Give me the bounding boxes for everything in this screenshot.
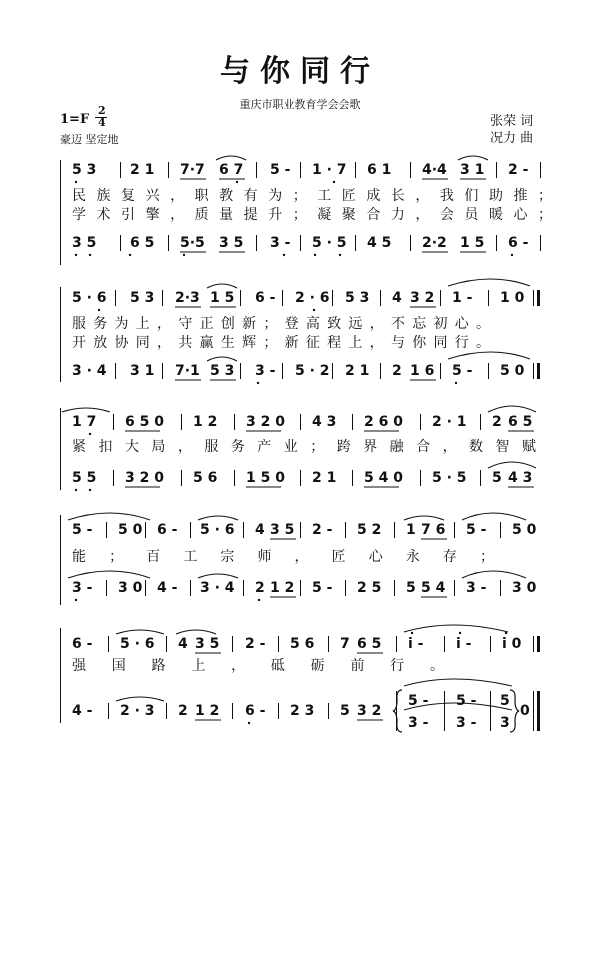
measure-notes: 5·5 bbox=[180, 235, 205, 251]
measure-notes: 3 - bbox=[270, 235, 291, 251]
lyric-character: ， bbox=[157, 316, 172, 332]
lyric-character: 我 bbox=[439, 188, 454, 204]
measure-notes: 5 · 5 bbox=[312, 235, 347, 251]
lyric-character: 上 bbox=[191, 658, 206, 674]
measure-notes: 4 - bbox=[157, 580, 178, 596]
octave-dot bbox=[75, 599, 77, 601]
measure-notes: 1 7 bbox=[72, 414, 97, 430]
measure-notes: 5 bbox=[406, 580, 416, 596]
measure-notes: 6 5 bbox=[357, 636, 382, 652]
octave-dot bbox=[258, 599, 260, 601]
measure-notes: 6 - bbox=[245, 703, 266, 719]
lyric-character: 守 bbox=[178, 316, 193, 332]
lyric-character: 你 bbox=[412, 335, 427, 351]
measure-notes: 2 1 bbox=[312, 470, 337, 486]
lyric-character: ； bbox=[538, 207, 552, 223]
lyric-character: 质 bbox=[194, 207, 209, 223]
measure-notes: 5 - bbox=[72, 522, 93, 538]
measure-notes: 4 5 bbox=[367, 235, 392, 251]
lyric-character: 上 bbox=[135, 316, 150, 332]
tie-mark bbox=[68, 513, 150, 520]
lyric-character: 国 bbox=[111, 658, 126, 674]
lyric-character: 能 bbox=[72, 549, 86, 565]
measure-notes: 5 0 bbox=[500, 363, 525, 379]
measure-notes: 5 · 6 bbox=[72, 290, 107, 306]
lyric-character: 力 bbox=[390, 207, 405, 223]
lyric-character: 放 bbox=[93, 335, 108, 351]
measure-notes: 3 2 0 bbox=[246, 414, 285, 430]
slur-mark bbox=[116, 697, 164, 701]
octave-dot bbox=[183, 254, 185, 256]
measure-notes: 1 6 bbox=[410, 363, 435, 379]
measure-notes: 3 5 bbox=[72, 235, 97, 251]
lyric-character: 紧 bbox=[72, 439, 86, 455]
measure-notes: 1 2 bbox=[270, 580, 295, 596]
measure-notes: 2 bbox=[492, 414, 502, 430]
measure-notes: 4·4 bbox=[422, 162, 447, 178]
measure-notes: 3 · 4 bbox=[200, 580, 235, 596]
octave-dot bbox=[89, 433, 91, 435]
measure-notes: 5 · 2 bbox=[295, 363, 330, 379]
lyric-character: 升 bbox=[268, 207, 283, 223]
lyric-character: 前 bbox=[350, 658, 365, 674]
lyric-character: 族 bbox=[96, 188, 111, 204]
lyric-character: 引 bbox=[121, 207, 136, 223]
lyric-character: 凝 bbox=[317, 207, 332, 223]
lyric-character: 工 bbox=[183, 549, 198, 565]
lyric-character: ， bbox=[294, 549, 309, 565]
measure-notes: 3 2 bbox=[357, 703, 382, 719]
lyric-character: 不 bbox=[390, 316, 405, 332]
octave-dot-high bbox=[459, 632, 461, 634]
octave-dot bbox=[257, 382, 259, 384]
measure-notes: 2 1 bbox=[345, 363, 370, 379]
lyric-character: 聚 bbox=[341, 207, 356, 223]
song-title: 与你同行 bbox=[220, 54, 380, 89]
lyric-character: ， bbox=[170, 188, 185, 204]
measure-notes: 3 - bbox=[466, 580, 487, 596]
slur-mark bbox=[198, 574, 238, 578]
lyric-character: 兴 bbox=[145, 188, 160, 204]
measure-notes: 4 3 bbox=[508, 470, 533, 486]
lyric-character: 辉 bbox=[242, 335, 257, 351]
measure-notes: 5 bbox=[340, 703, 350, 719]
measure-notes: 5 4 bbox=[421, 580, 446, 596]
measure-notes: 5 3 bbox=[130, 290, 155, 306]
composer-credit: 况力 曲 bbox=[490, 131, 534, 146]
measure-notes: 7 6 bbox=[421, 522, 446, 538]
lyric-character: 们 bbox=[464, 188, 479, 204]
lyric-character: 务 bbox=[93, 316, 108, 332]
measure-notes: 5 3 bbox=[345, 290, 370, 306]
measure-notes: 5 0 bbox=[118, 522, 143, 538]
measure-notes: 2·2 bbox=[422, 235, 447, 251]
lyric-character: 匠 bbox=[331, 549, 346, 565]
measure-notes-divisi-upper: 5 bbox=[500, 693, 510, 709]
measure-notes: 4 3 bbox=[312, 414, 337, 430]
slur-mark bbox=[488, 406, 536, 412]
measure-notes: 1 2 bbox=[195, 703, 220, 719]
lyric-character: 创 bbox=[220, 316, 235, 332]
octave-dot bbox=[75, 181, 77, 183]
measure-notes: 3 - bbox=[72, 580, 93, 596]
measure-notes: 1 2 bbox=[193, 414, 218, 430]
lyric-character: ， bbox=[415, 188, 430, 204]
lyric-character: 提 bbox=[243, 207, 258, 223]
tie-mark bbox=[448, 352, 530, 359]
lyric-character: 忘 bbox=[412, 316, 427, 332]
lyric-character: 同 bbox=[433, 335, 448, 351]
measure-notes: 5 5 bbox=[72, 470, 97, 486]
lyric-character: 员 bbox=[464, 207, 479, 223]
measure-notes: 7·1 bbox=[175, 363, 200, 379]
octave-dot bbox=[89, 489, 91, 491]
lyric-character: ； bbox=[292, 207, 307, 223]
octave-dot bbox=[75, 254, 77, 256]
measure-notes: 2 6 0 bbox=[364, 414, 403, 430]
lyric-character: 百 bbox=[146, 549, 161, 565]
measure-notes: 3 2 bbox=[410, 290, 435, 306]
measure-notes: 1 - bbox=[452, 290, 473, 306]
measure-notes: 5 · 6 bbox=[200, 522, 235, 538]
measure-notes: 5 0 bbox=[512, 522, 537, 538]
measure-notes-divisi-lower: 3 - bbox=[408, 715, 429, 731]
measure-notes: 2 · 1 bbox=[432, 414, 467, 430]
key-signature: 1=F bbox=[60, 112, 90, 127]
time-signature-top: 2 bbox=[98, 104, 106, 117]
lyric-character: 宗 bbox=[220, 549, 235, 565]
lyric-character: 大 bbox=[124, 439, 139, 455]
measure-notes: 5 6 bbox=[193, 470, 218, 486]
lyric-character: 砥 bbox=[270, 658, 285, 674]
measure-notes: 5 - bbox=[466, 522, 487, 538]
measure-notes: 6 5 0 bbox=[125, 414, 164, 430]
divisi-brace bbox=[393, 690, 519, 732]
measure-notes: 6 - bbox=[72, 636, 93, 652]
measure-notes-divisi-lower: 3 bbox=[500, 715, 510, 731]
slur-mark bbox=[116, 630, 164, 634]
lyric-character: 暖 bbox=[488, 207, 503, 223]
lyric-character: 初 bbox=[433, 316, 448, 332]
slur-mark bbox=[404, 516, 444, 520]
measure-notes: 3 - bbox=[255, 363, 276, 379]
slur-mark bbox=[207, 357, 237, 361]
slur-mark bbox=[488, 462, 536, 468]
measure-notes: 1 5 bbox=[210, 290, 235, 306]
lyric-character: 。 bbox=[476, 335, 490, 351]
lyric-character: ； bbox=[263, 335, 278, 351]
tie-mark bbox=[68, 571, 150, 578]
lyric-character: ； bbox=[292, 188, 307, 204]
measure-notes: 2 bbox=[392, 363, 402, 379]
measure-notes: 4 - bbox=[72, 703, 93, 719]
lyric-character: 服 bbox=[72, 316, 86, 332]
lyric-character: 正 bbox=[199, 316, 214, 332]
lyric-character: ， bbox=[369, 316, 384, 332]
lyric-character: 。 bbox=[430, 658, 444, 674]
lyric-character: 新 bbox=[242, 316, 257, 332]
measure-notes: 5 2 bbox=[357, 522, 382, 538]
lyric-character: 永 bbox=[405, 549, 420, 565]
lyric-character: 擎 bbox=[145, 207, 160, 223]
measure-notes: 3 1 bbox=[460, 162, 485, 178]
lyric-character: ， bbox=[170, 207, 185, 223]
octave-dot bbox=[313, 309, 315, 311]
measure-notes: 6 - bbox=[157, 522, 178, 538]
octave-dot bbox=[89, 254, 91, 256]
measure-notes: 5 - bbox=[270, 162, 291, 178]
lyricist-credit: 张荣 词 bbox=[490, 114, 534, 129]
measure-notes: 6 7 bbox=[219, 162, 244, 178]
lyric-character: 融 bbox=[389, 439, 404, 455]
measure-notes: 5 3 bbox=[210, 363, 235, 379]
measure-notes: 1 0 bbox=[500, 290, 525, 306]
lyric-character: 同 bbox=[135, 335, 150, 351]
lyric-character: 生 bbox=[220, 335, 235, 351]
lyric-character: 跨 bbox=[336, 439, 351, 455]
lyric-character: ； bbox=[480, 549, 494, 565]
measure-notes: 5 - bbox=[312, 580, 333, 596]
lyric-character: 存 bbox=[442, 549, 457, 565]
measure-notes: 3 5 bbox=[219, 235, 244, 251]
lyric-character: ； bbox=[310, 439, 325, 455]
measure-notes: 3 0 bbox=[118, 580, 143, 596]
slur-mark bbox=[176, 630, 216, 634]
octave-dot bbox=[75, 489, 77, 491]
measure-notes: 2 3 bbox=[290, 703, 315, 719]
octave-dot bbox=[129, 254, 131, 256]
lyric-character: 务 bbox=[230, 439, 245, 455]
lyric-character: 为 bbox=[114, 316, 129, 332]
tempo-marking: 豪迈 坚定地 bbox=[60, 133, 119, 146]
measure-notes: 2 5 bbox=[357, 580, 382, 596]
lyric-character: 民 bbox=[72, 188, 86, 204]
lyric-character: ； bbox=[538, 188, 552, 204]
time-signature-bottom: 4 bbox=[98, 116, 106, 129]
measure-notes: 5 · 5 bbox=[432, 470, 467, 486]
measure-notes: 2 · 6 bbox=[295, 290, 330, 306]
measure-notes: 6 - bbox=[255, 290, 276, 306]
lyric-character: 开 bbox=[72, 335, 86, 351]
lyric-character: 推 bbox=[513, 188, 528, 204]
measure-notes: 2 1 bbox=[130, 162, 155, 178]
measure-notes: 1 bbox=[406, 522, 416, 538]
lyric-character: 赢 bbox=[199, 335, 214, 351]
octave-dot bbox=[248, 722, 250, 724]
measure-notes: 6 - bbox=[508, 235, 529, 251]
octave-dot bbox=[339, 254, 341, 256]
lyric-character: 局 bbox=[151, 439, 166, 455]
measure-notes: i 0 bbox=[502, 636, 522, 652]
tie-mark bbox=[404, 703, 512, 710]
lyric-character: 共 bbox=[178, 335, 193, 351]
lyric-character: ， bbox=[415, 207, 430, 223]
lyric-character: 有 bbox=[243, 188, 258, 204]
measure-notes: 3 5 bbox=[195, 636, 220, 652]
measure-notes: 3 2 0 bbox=[125, 470, 164, 486]
measure-notes: 1 5 bbox=[460, 235, 485, 251]
lyric-character: 为 bbox=[268, 188, 283, 204]
lyric-character: 与 bbox=[390, 335, 405, 351]
measure-notes-divisi-lower: 3 - bbox=[456, 715, 477, 731]
octave-dot bbox=[283, 254, 285, 256]
measure-notes: 4 bbox=[178, 636, 188, 652]
slur-mark bbox=[62, 408, 110, 412]
lyric-character: 心 bbox=[513, 207, 528, 223]
lyric-character: 上 bbox=[348, 335, 363, 351]
octave-dot bbox=[236, 181, 238, 183]
lyric-character: 成 bbox=[366, 188, 381, 204]
lyric-character: 产 bbox=[257, 439, 272, 455]
measure-notes: 3 1 bbox=[130, 363, 155, 379]
lyric-character: 远 bbox=[348, 316, 363, 332]
measure-notes: 0 bbox=[520, 703, 530, 719]
lyric-character: ； bbox=[263, 316, 278, 332]
measure-notes: 2 bbox=[178, 703, 188, 719]
measure-notes: 3 0 bbox=[512, 580, 537, 596]
measure-notes: 6 5 bbox=[130, 235, 155, 251]
lyric-character: 行 bbox=[390, 658, 405, 674]
measure-notes: 5 3 bbox=[72, 162, 97, 178]
lyric-character: 赋 bbox=[522, 439, 536, 455]
lyric-character: 长 bbox=[390, 188, 405, 204]
measure-notes: i - bbox=[456, 636, 472, 652]
lyric-character: 协 bbox=[114, 335, 129, 351]
lyric-character: 心 bbox=[454, 316, 469, 332]
measure-notes-divisi-upper: 5 - bbox=[408, 693, 429, 709]
measure-notes: 5 4 0 bbox=[364, 470, 403, 486]
lyric-character: 行 bbox=[454, 335, 469, 351]
lyric-character: 路 bbox=[151, 658, 166, 674]
measure-notes: 2 · 3 bbox=[120, 703, 155, 719]
lyric-character: 程 bbox=[327, 335, 342, 351]
lyric-character: 合 bbox=[366, 207, 381, 223]
lyric-character: 服 bbox=[204, 439, 219, 455]
lyric-character: 心 bbox=[368, 549, 383, 565]
measure-notes: 2 - bbox=[312, 522, 333, 538]
lyric-character: ； bbox=[109, 549, 124, 565]
lyric-character: 量 bbox=[219, 207, 234, 223]
lyric-character: 高 bbox=[305, 316, 320, 332]
lyric-character: 界 bbox=[363, 439, 378, 455]
lyric-character: 匠 bbox=[341, 188, 356, 204]
lyric-character: 登 bbox=[284, 316, 299, 332]
measure-notes: 1 · 7 bbox=[312, 162, 347, 178]
measure-notes: i - bbox=[408, 636, 424, 652]
lyric-character: ， bbox=[231, 658, 246, 674]
measure-notes: 2 bbox=[255, 580, 265, 596]
measure-notes: 7 bbox=[340, 636, 350, 652]
lyric-character: 征 bbox=[305, 335, 320, 351]
octave-dot bbox=[98, 309, 100, 311]
tie-mark bbox=[404, 679, 512, 686]
tie-mark bbox=[448, 279, 530, 286]
measure-notes: 2 - bbox=[245, 636, 266, 652]
tie-mark bbox=[462, 513, 526, 520]
octave-dot bbox=[455, 382, 457, 384]
octave-dot-high bbox=[411, 632, 413, 634]
measure-notes: 5 · 6 bbox=[120, 636, 155, 652]
lyric-character: 复 bbox=[121, 188, 136, 204]
measure-notes: 4 bbox=[392, 290, 402, 306]
song-subtitle: 重庆市职业教育学会会歌 bbox=[239, 98, 361, 111]
measure-notes: 5 6 bbox=[290, 636, 315, 652]
lyric-character: ， bbox=[442, 439, 457, 455]
lyric-character: 扣 bbox=[98, 439, 113, 455]
measure-notes: 7·7 bbox=[180, 162, 205, 178]
lyric-character: 数 bbox=[469, 439, 484, 455]
slur-mark bbox=[458, 156, 488, 160]
measure-notes: 2 - bbox=[508, 162, 529, 178]
lyric-character: 术 bbox=[96, 207, 111, 223]
lyric-character: 。 bbox=[476, 316, 490, 332]
measure-notes: 5 bbox=[492, 470, 502, 486]
lyric-character: 教 bbox=[219, 188, 234, 204]
measure-notes: 2·3 bbox=[175, 290, 200, 306]
lyric-character: 助 bbox=[488, 188, 503, 204]
octave-dot-high bbox=[505, 632, 507, 634]
measure-notes: 5 - bbox=[452, 363, 473, 379]
tie-mark bbox=[462, 571, 526, 578]
lyric-character: 致 bbox=[327, 316, 342, 332]
lyric-character: 合 bbox=[416, 439, 431, 455]
slur-mark bbox=[207, 284, 237, 288]
measure-notes: 1 5 0 bbox=[246, 470, 285, 486]
measure-notes: 6 5 bbox=[508, 414, 533, 430]
octave-dot bbox=[333, 181, 335, 183]
octave-dot bbox=[314, 254, 316, 256]
slur-mark bbox=[198, 516, 238, 520]
octave-dot bbox=[511, 254, 513, 256]
lyric-character: 职 bbox=[194, 188, 209, 204]
lyric-character: 业 bbox=[283, 439, 298, 455]
lyric-character: 强 bbox=[72, 658, 86, 674]
measure-notes: 3 5 bbox=[270, 522, 295, 538]
lyric-character: 工 bbox=[317, 188, 332, 204]
slur-mark bbox=[216, 156, 246, 160]
lyric-character: 学 bbox=[72, 207, 86, 223]
lyric-character: 智 bbox=[495, 439, 510, 455]
lyric-character: ， bbox=[157, 335, 172, 351]
lyric-character: ， bbox=[177, 439, 192, 455]
lyric-character: 师 bbox=[257, 549, 272, 565]
measure-notes: 6 1 bbox=[367, 162, 392, 178]
lyric-character: 新 bbox=[284, 335, 299, 351]
measure-notes-divisi-upper: 5 - bbox=[456, 693, 477, 709]
measure-notes: 4 bbox=[255, 522, 265, 538]
lyric-character: 会 bbox=[439, 207, 454, 223]
tie-mark bbox=[404, 625, 508, 632]
lyric-character: 砺 bbox=[310, 658, 325, 674]
measure-notes: 3 · 4 bbox=[72, 363, 107, 379]
lyric-character: ， bbox=[369, 335, 384, 351]
